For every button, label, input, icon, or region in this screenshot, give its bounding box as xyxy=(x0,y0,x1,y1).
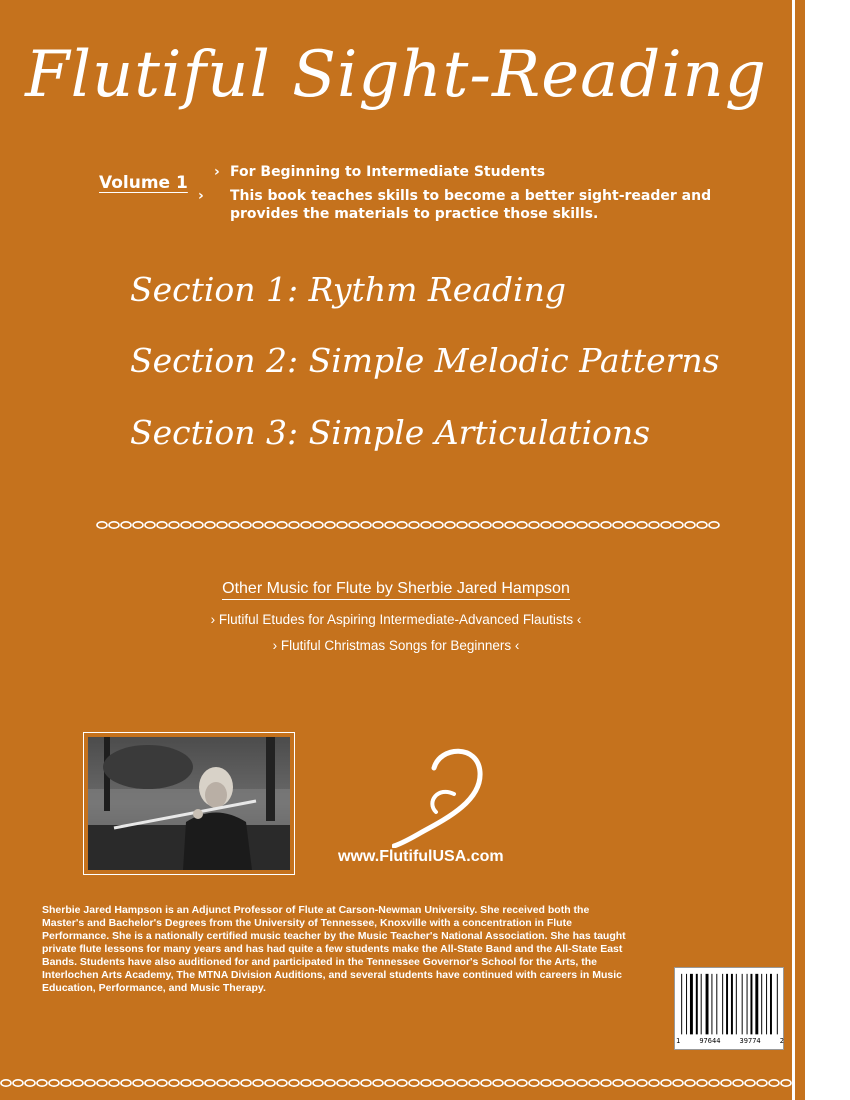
chevron-right-icon: › xyxy=(214,164,220,180)
barcode-bar xyxy=(681,974,682,1035)
bullet-audience: › For Beginning to Intermediate Students xyxy=(214,164,546,180)
section-3-heading: Section 3: Simple Articulations xyxy=(130,413,651,452)
section-1-heading: Section 1: Rythm Reading xyxy=(130,270,566,309)
barcode-bar xyxy=(750,974,752,1035)
book-title: Flutiful Sight-Reading xyxy=(25,38,767,112)
chevron-left-icon: ‹ xyxy=(573,612,582,627)
website-link[interactable]: www.FlutifulUSA.com xyxy=(338,848,504,865)
barcode-bar xyxy=(716,974,717,1035)
barcode-bar xyxy=(706,974,709,1035)
chain-divider xyxy=(96,518,720,532)
barcode-bar xyxy=(755,974,758,1035)
barcode-bar xyxy=(761,974,762,1035)
chevron-left-icon: ‹ xyxy=(511,638,520,653)
flutist-photo-image xyxy=(88,737,290,870)
chevron-right-icon: › xyxy=(272,638,281,653)
other-music-item: › Flutiful Etudes for Aspiring Intermediate-Advanced Flautists ‹ xyxy=(210,612,582,627)
author-bio: Sherbie Jared Hampson is an Adjunct Professor of Flute at Carson-Newman University. She received both the Master's and Bachelor's Degrees from the University of Tennessee, Knoxville with a concentration in Flute Performance. She is a nationally certified music teacher by the Music Teacher's National Association. She has taught private flute lessons for many years and has had quite a few students make the All-State Band and the All-State East Bands. Students have also auditioned for and participated in the Tennessee Governor's School for the Arts, the Interlochen Arts Academy, The MTNA Division Auditions, and several students have continued with careers in Music Education, Performance, and Music Therapy. xyxy=(42,904,626,994)
barcode-bar xyxy=(736,974,737,1035)
barcode-bar xyxy=(726,974,728,1035)
barcode-bar xyxy=(722,974,723,1035)
bullet-description: › This book teaches skills to become a better sight-reader and provides the materials to practice those skills. xyxy=(198,188,712,222)
volume-label: Volume 1 xyxy=(99,173,188,193)
barcode-bar xyxy=(766,974,767,1035)
chevron-right-icon: › xyxy=(210,612,219,627)
chain-divider-bottom xyxy=(0,1076,792,1090)
barcode-bar xyxy=(770,974,772,1035)
other-music-item: › Flutiful Christmas Songs for Beginners ‹ xyxy=(272,638,520,653)
treble-swirl-logo-icon xyxy=(392,740,492,848)
section-2-heading: Section 2: Simple Melodic Patterns xyxy=(130,341,720,380)
barcode-bar xyxy=(701,974,702,1035)
barcode-bar xyxy=(686,974,687,1035)
barcode-bar xyxy=(696,974,698,1035)
barcode-bar xyxy=(742,974,743,1035)
barcode-bar xyxy=(747,974,748,1035)
barcode-bar xyxy=(690,974,693,1035)
barcode-number: 1 97644 39774 2 xyxy=(676,1037,784,1045)
barcode-bar xyxy=(731,974,733,1035)
author-photo xyxy=(83,732,295,875)
chevron-right-icon: › xyxy=(198,188,204,204)
barcode-bar xyxy=(711,974,712,1035)
page-edge-strip xyxy=(795,0,805,1100)
barcode-bar xyxy=(777,974,778,1035)
other-music-heading: Other Music for Flute by Sherbie Jared Hampson xyxy=(0,580,792,598)
